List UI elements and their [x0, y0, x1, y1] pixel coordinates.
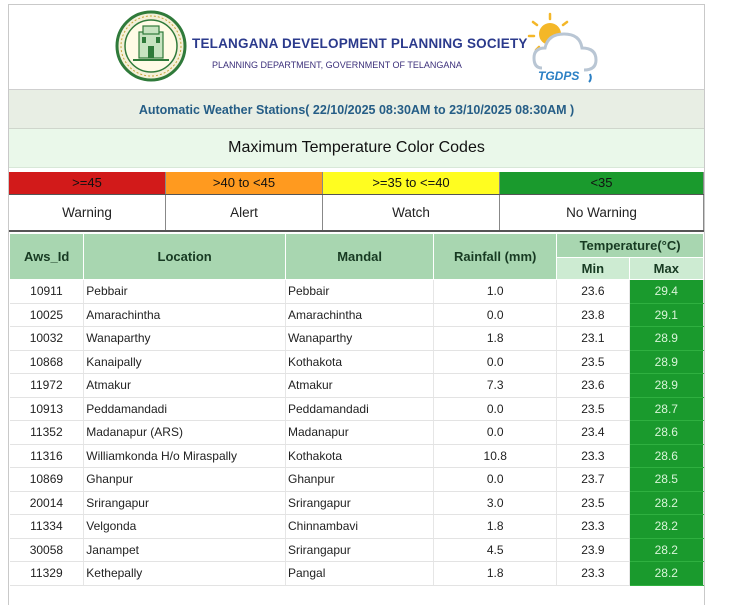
table-row — [10, 397, 704, 421]
code-level-alert: Alert — [166, 195, 323, 230]
telangana-seal-icon — [115, 10, 187, 82]
cell-mandal: Kothakota — [286, 444, 434, 468]
cell-location: Kanaipally — [84, 350, 286, 374]
table-row — [10, 303, 704, 327]
cell-mandal: Ghanpur — [286, 468, 434, 492]
col-temperature: Temperature(°C) — [557, 234, 704, 258]
cell-mandal: Chinnambavi — [286, 515, 434, 539]
cell-location: Madanapur (ARS) — [84, 421, 286, 445]
table-row — [10, 421, 704, 445]
cell-rainfall: 10.8 — [434, 444, 557, 468]
cell-min-temp: 23.5 — [557, 491, 629, 515]
color-code-legend — [9, 172, 704, 232]
cell-aws-id: 11334 — [10, 515, 84, 539]
cell-location: Srirangapur — [84, 491, 286, 515]
cell-location: Wanaparthy — [84, 327, 286, 351]
legend-title: Maximum Temperature Color Codes — [9, 129, 704, 168]
cell-rainfall: 0.0 — [434, 421, 557, 445]
cell-mandal: Pebbair — [286, 280, 434, 304]
cell-max-temp: 29.4 — [629, 280, 703, 304]
brand-text: TGDPS — [538, 69, 580, 83]
cell-min-temp: 23.3 — [557, 444, 629, 468]
cell-max-temp: 28.2 — [629, 515, 703, 539]
table-row — [10, 327, 704, 351]
col-mandal: Mandal — [286, 234, 434, 280]
cell-aws-id: 10913 — [10, 397, 84, 421]
cell-aws-id: 10032 — [10, 327, 84, 351]
cell-max-temp: 29.1 — [629, 303, 703, 327]
cell-max-temp: 28.7 — [629, 397, 703, 421]
cell-mandal: Amarachintha — [286, 303, 434, 327]
cell-max-temp: 28.2 — [629, 491, 703, 515]
cell-min-temp: 23.4 — [557, 421, 629, 445]
cell-location: Amarachintha — [84, 303, 286, 327]
code-range-watch: >=35 to <=40 — [323, 172, 500, 194]
table-row — [10, 562, 704, 586]
header — [9, 5, 704, 90]
cell-min-temp: 23.6 — [557, 280, 629, 304]
cell-rainfall: 1.8 — [434, 515, 557, 539]
col-min: Min — [557, 258, 629, 280]
org-name: TELANGANA DEVELOPMENT PLANNING SOCIETY — [192, 36, 528, 51]
report-frame — [8, 4, 705, 605]
table-row — [10, 468, 704, 492]
col-max: Max — [629, 258, 703, 280]
code-range-nowarning: <35 — [500, 172, 704, 194]
cell-max-temp: 28.9 — [629, 350, 703, 374]
table-row — [10, 350, 704, 374]
cell-max-temp: 28.9 — [629, 374, 703, 398]
table-row — [10, 280, 704, 304]
cell-mandal: Madanapur — [286, 421, 434, 445]
aws-title: Automatic Weather Stations( 22/10/2025 08:30AM to 23/10/2025 08:30AM ) — [9, 90, 704, 129]
cell-mandal: Atmakur — [286, 374, 434, 398]
cell-aws-id: 10868 — [10, 350, 84, 374]
cell-aws-id: 10869 — [10, 468, 84, 492]
cell-location: Pebbair — [84, 280, 286, 304]
cell-rainfall: 1.0 — [434, 280, 557, 304]
weather-table — [9, 233, 704, 586]
table-row — [10, 491, 704, 515]
cell-rainfall: 0.0 — [434, 397, 557, 421]
cell-aws-id: 30058 — [10, 538, 84, 562]
code-level-row — [9, 194, 704, 232]
cell-rainfall: 4.5 — [434, 538, 557, 562]
table-row — [10, 538, 704, 562]
cell-mandal: Pangal — [286, 562, 434, 586]
cell-rainfall: 7.3 — [434, 374, 557, 398]
cell-location: Atmakur — [84, 374, 286, 398]
cell-min-temp: 23.9 — [557, 538, 629, 562]
cell-min-temp: 23.5 — [557, 350, 629, 374]
cell-min-temp: 23.6 — [557, 374, 629, 398]
cell-min-temp: 23.8 — [557, 303, 629, 327]
code-level-nowarning: No Warning — [500, 195, 704, 230]
table-row — [10, 444, 704, 468]
cell-aws-id: 11316 — [10, 444, 84, 468]
table-row — [10, 374, 704, 398]
cell-aws-id: 10025 — [10, 303, 84, 327]
col-location: Location — [84, 234, 286, 280]
cell-location: Janampet — [84, 538, 286, 562]
cell-rainfall: 0.0 — [434, 303, 557, 327]
cell-location: Peddamandadi — [84, 397, 286, 421]
cell-min-temp: 23.3 — [557, 562, 629, 586]
cell-rainfall: 0.0 — [434, 350, 557, 374]
cell-min-temp: 23.5 — [557, 397, 629, 421]
table-row — [10, 515, 704, 539]
cell-mandal: Srirangapur — [286, 491, 434, 515]
cell-max-temp: 28.9 — [629, 327, 703, 351]
code-level-watch: Watch — [323, 195, 500, 230]
cell-aws-id: 20014 — [10, 491, 84, 515]
cell-mandal: Srirangapur — [286, 538, 434, 562]
cell-aws-id: 11352 — [10, 421, 84, 445]
code-range-alert: >40 to <45 — [166, 172, 323, 194]
cell-location: Williamkonda H/o Miraspally — [84, 444, 286, 468]
cell-aws-id: 10911 — [10, 280, 84, 304]
cell-max-temp: 28.2 — [629, 562, 703, 586]
code-range-warning: >=45 — [9, 172, 166, 194]
code-range-row — [9, 172, 704, 194]
cell-aws-id: 11972 — [10, 374, 84, 398]
cell-location: Ghanpur — [84, 468, 286, 492]
cell-min-temp: 23.3 — [557, 515, 629, 539]
cell-rainfall: 1.8 — [434, 327, 557, 351]
cell-max-temp: 28.2 — [629, 538, 703, 562]
cell-min-temp: 23.1 — [557, 327, 629, 351]
cell-rainfall: 3.0 — [434, 491, 557, 515]
cell-min-temp: 23.7 — [557, 468, 629, 492]
cell-mandal: Kothakota — [286, 350, 434, 374]
col-aws-id: Aws_Id — [10, 234, 84, 280]
table-body — [10, 280, 704, 586]
cell-max-temp: 28.5 — [629, 468, 703, 492]
cell-location: Kethepally — [84, 562, 286, 586]
code-level-warning: Warning — [9, 195, 166, 230]
col-rainfall: Rainfall (mm) — [434, 234, 557, 280]
cell-rainfall: 0.0 — [434, 468, 557, 492]
cell-aws-id: 11329 — [10, 562, 84, 586]
cell-rainfall: 1.8 — [434, 562, 557, 586]
cell-location: Velgonda — [84, 515, 286, 539]
cell-mandal: Wanaparthy — [286, 327, 434, 351]
cell-max-temp: 28.6 — [629, 444, 703, 468]
cell-mandal: Peddamandadi — [286, 397, 434, 421]
org-subtitle: PLANNING DEPARTMENT, GOVERNMENT OF TELANGANA — [212, 60, 462, 70]
cell-max-temp: 28.6 — [629, 421, 703, 445]
